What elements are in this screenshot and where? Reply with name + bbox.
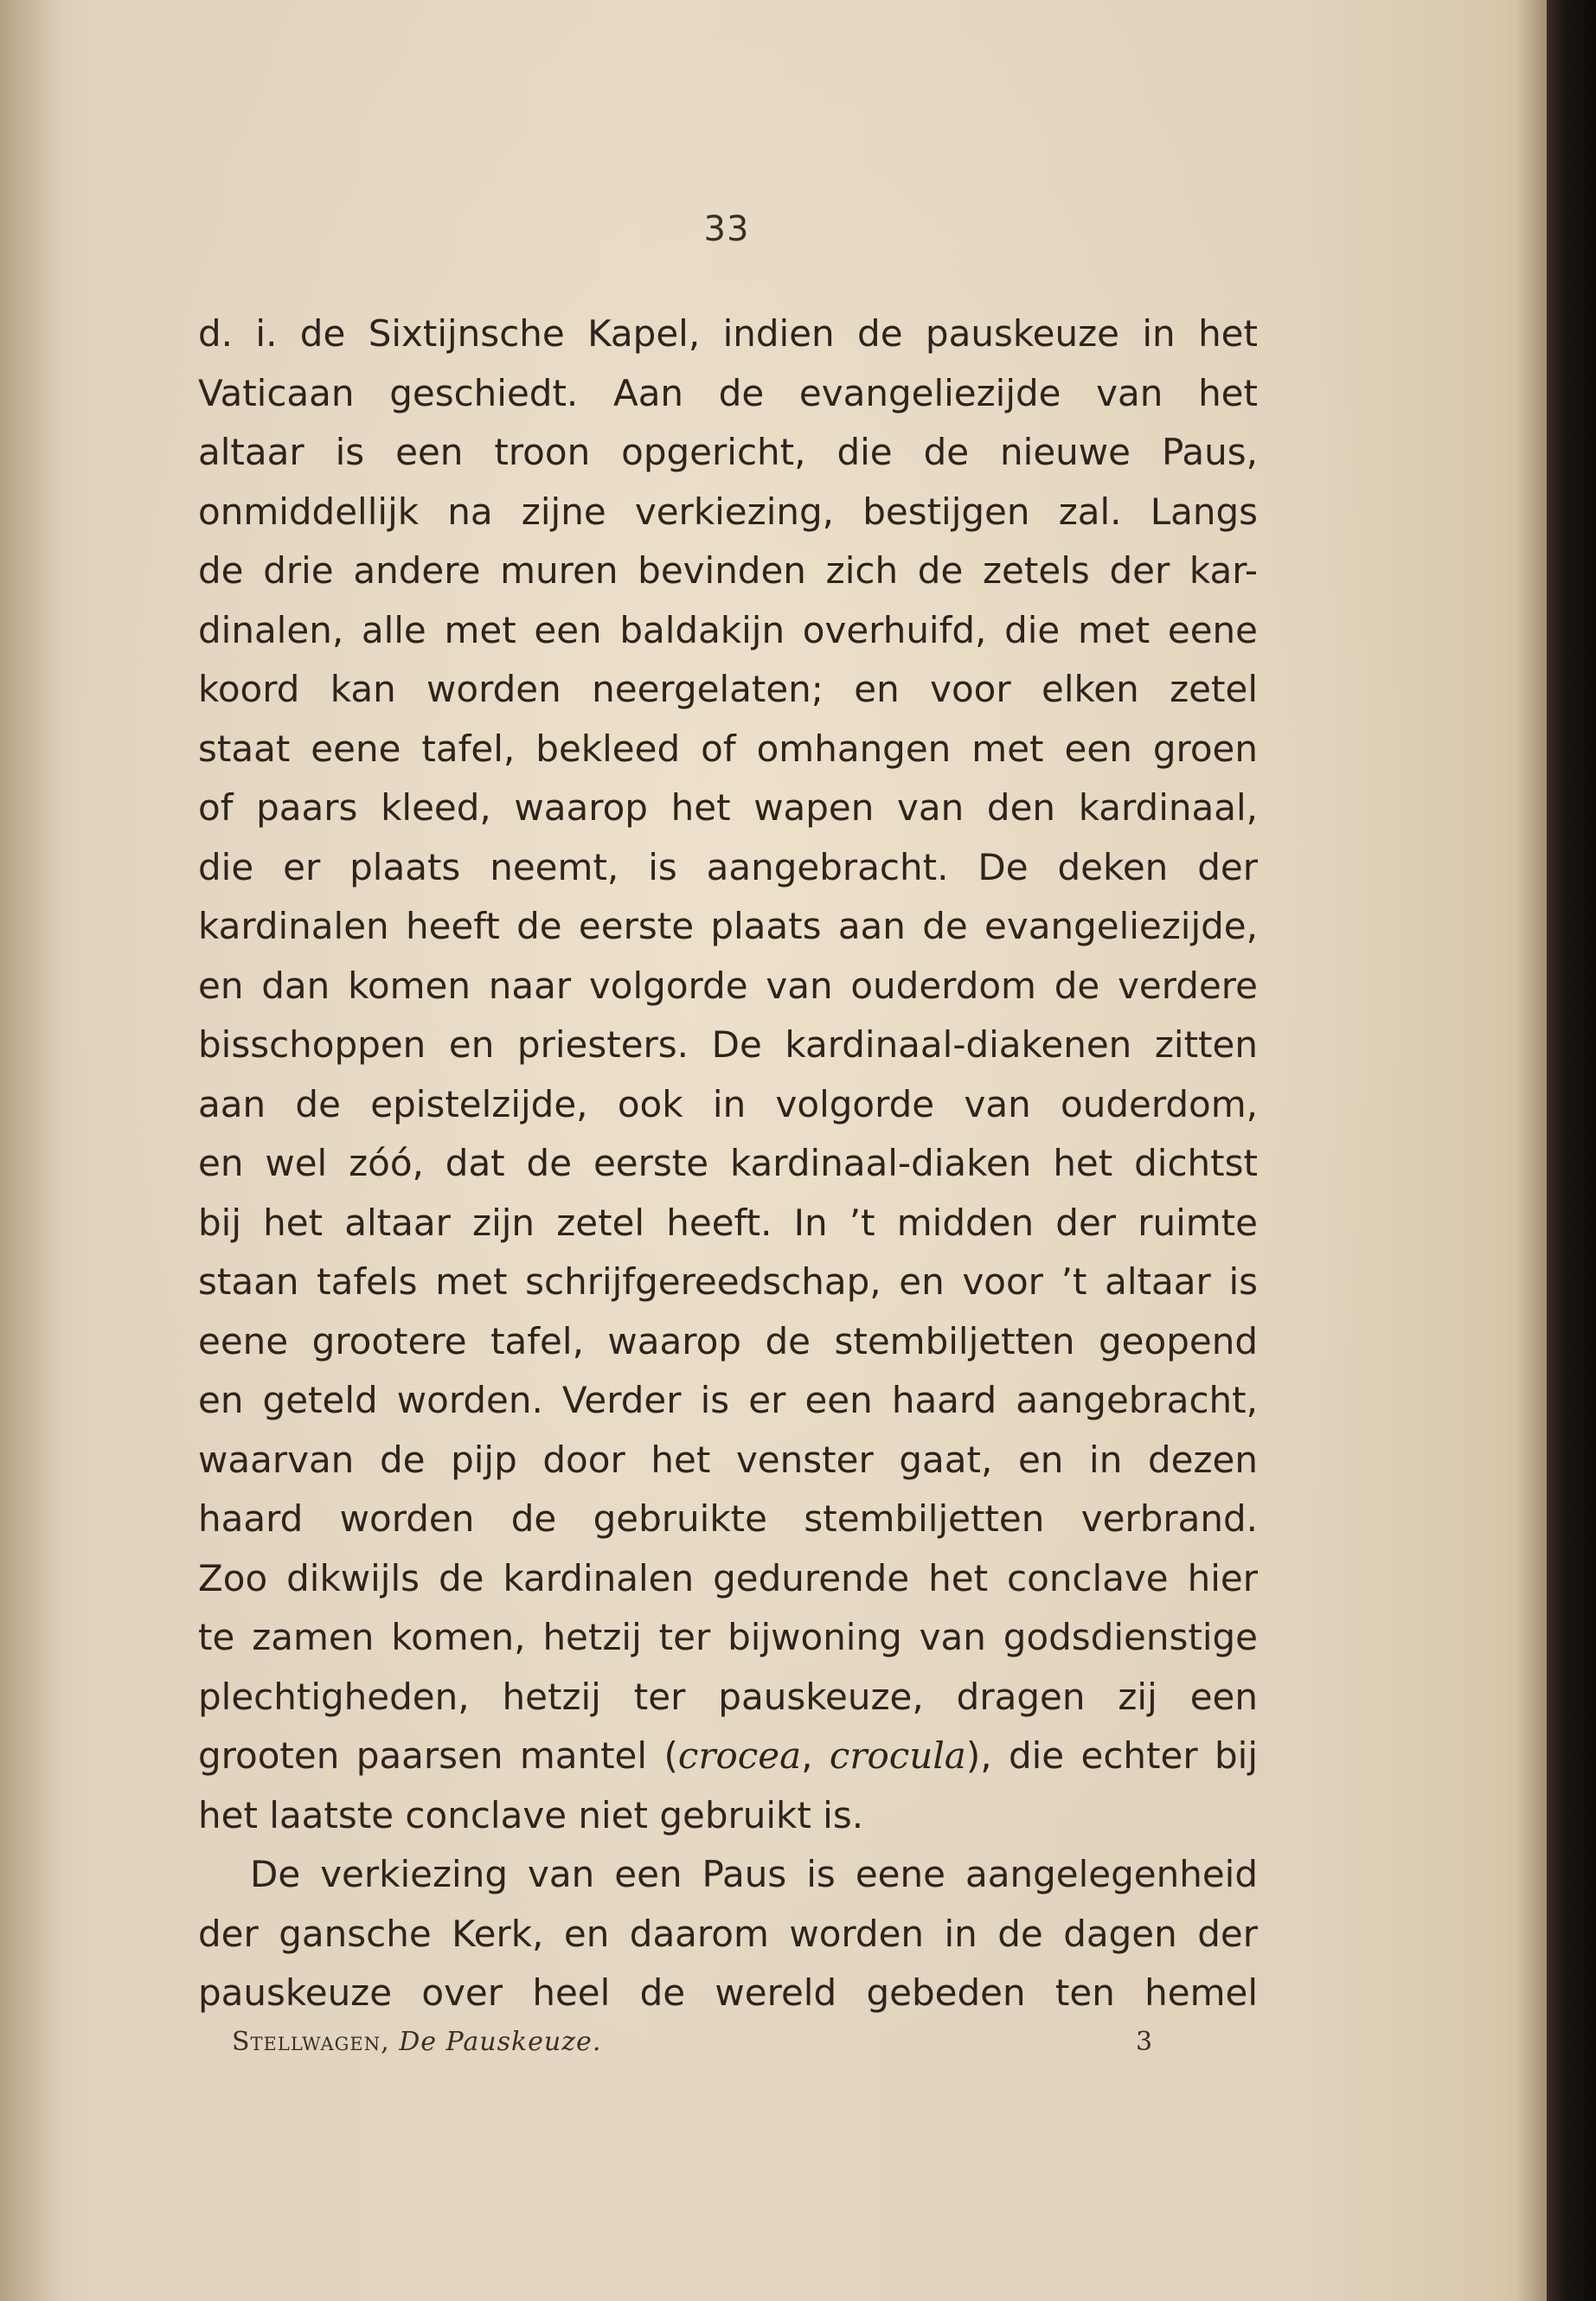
text-line: Vaticaan geschiedt. Aan de evangeliezijde van het [198,371,1258,414]
paragraph-start-line: De verkiezing van een Paus is eene aangelegenheid [250,1853,1258,1895]
text-line: of paars kleed, waarop het wapen van den kardinaal, [198,786,1258,829]
text-segment: grooten paarsen mantel ( [198,1734,678,1777]
text-line: en dan komen naar volgorde van ouderdom de verdere [198,964,1258,1007]
text-line: de drie andere muren bevinden zich de zetels der kar- [198,549,1258,592]
text-line: bij het altaar zijn zetel heeft. In ’t midden der ruimte [198,1201,1258,1244]
text-line: eene grootere tafel, waarop de stembiljetten geopend [198,1319,1258,1362]
text-line-with-terms [198,1727,1258,1786]
text-line: die er plaats neemt, is aangebracht. De deken der [198,845,1258,888]
text-line: en wel zóó, dat de eerste kardinaal-diaken het dichtst [198,1142,1258,1184]
sheet-number: 3 [1136,2027,1153,2057]
book-title: De Pauskeuze. [399,2027,602,2057]
text-line: onmiddellijk na zijne verkiezing, bestijgen zal. Langs [198,490,1258,533]
signature-mark [232,2027,601,2057]
text-segment: ), die echter bij [965,1734,1258,1777]
text-line: pauskeuze over heel de wereld gebeden ten hemel [198,1971,1258,2014]
latin-term: crocea [677,1734,802,1777]
text-line: plechtigheden, hetzij ter pauskeuze, dragen zij een [198,1675,1258,1718]
text-line: koord kan worden neergelaten; en voor elken zetel [198,668,1258,710]
text-line: altaar is een troon opgericht, die de nieuwe Paus, [198,431,1258,473]
text-line: Zoo dikwijls de kardinalen gedurende het conclave hier [198,1556,1258,1599]
text-line: kardinalen heeft de eerste plaats aan de evangeliezijde, [198,905,1258,947]
text-line: staan tafels met schrijfgereedschap, en voor ’t altaar is [198,1260,1258,1303]
text-line: dinalen, alle met een baldakijn overhuifd, die met eene [198,608,1258,651]
latin-term: crocula [829,1734,966,1777]
text-segment: , [801,1734,830,1777]
body-text [198,304,1258,2023]
text-line: der gansche Kerk, en daarom worden in de dagen der [198,1912,1258,1955]
text-line: aan de epistelzijde, ook in volgorde van ouderdom, [198,1082,1258,1125]
text-line: waarvan de pijp door het venster gaat, en in dezen [198,1438,1258,1481]
paragraph-end-line: het laatste conclave niet gebruikt is. [198,1793,864,1836]
text-line: te zamen komen, hetzij ter bijwoning van godsdienstige [198,1616,1258,1658]
page-number: 33 [703,209,750,249]
text-line: staat eene tafel, bekleed of omhangen met een groen [198,727,1258,770]
book-binding-edge [1547,0,1596,2301]
author-name: Stellwagen [232,2027,381,2057]
text-line: en geteld worden. Verder is er een haard aangebracht, [198,1379,1258,1421]
text-line: d. i. de Sixtijnsche Kapel, indien de pauskeuze in het [198,312,1258,355]
text-line: bisschoppen en priesters. De kardinaal-diakenen zitten [198,1023,1258,1066]
footer-separator: , [381,2027,400,2057]
text-line: haard worden de gebruikte stembiljetten verbrand. [198,1497,1258,1540]
